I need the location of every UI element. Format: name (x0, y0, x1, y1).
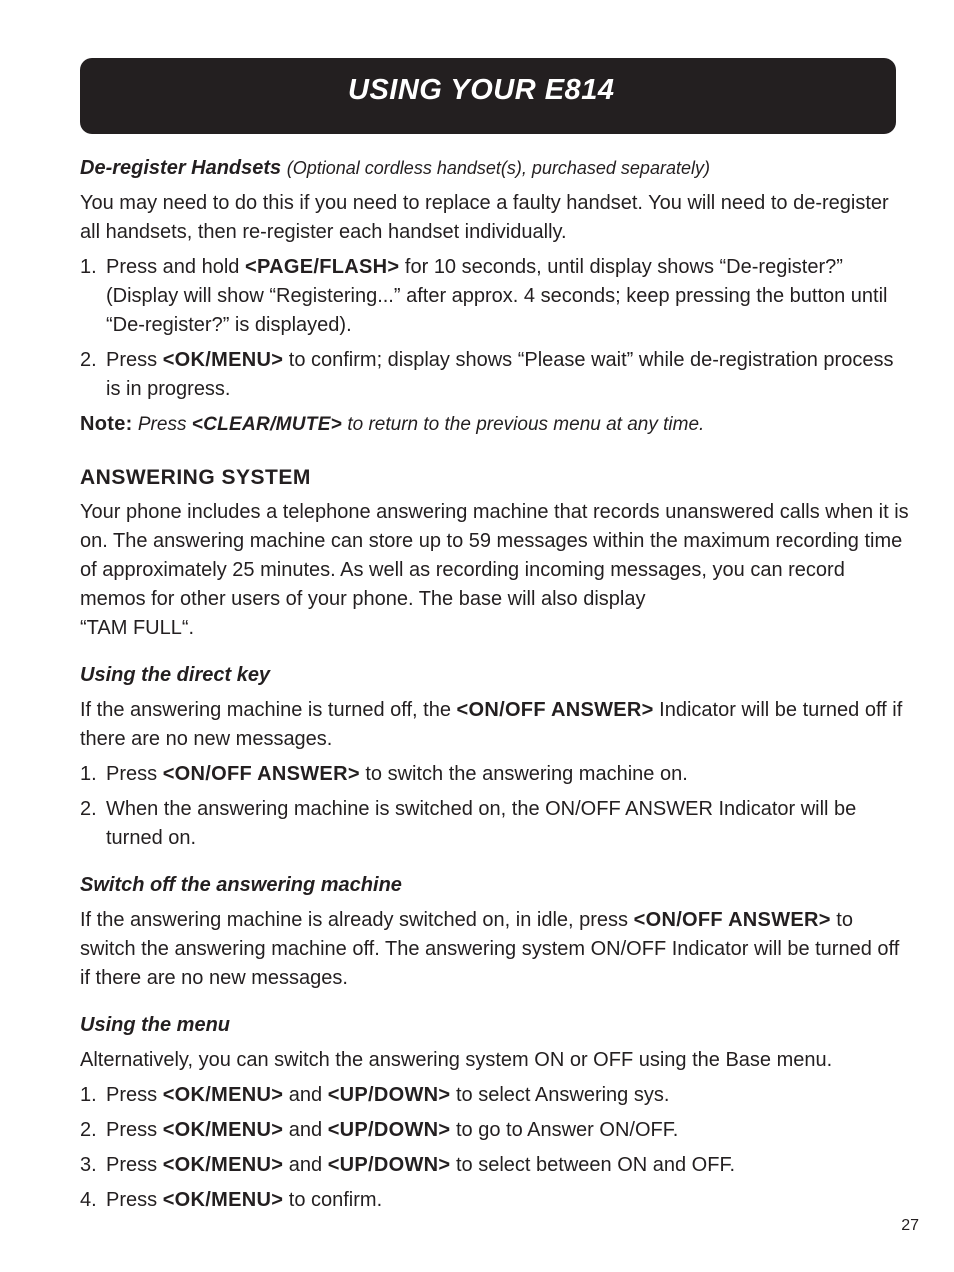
key-label: <OK/MENU> (162, 1154, 284, 1176)
page-number: 27 (901, 1217, 919, 1234)
key-label: <OK/MENU> (162, 1119, 284, 1141)
step-text: Press (106, 763, 163, 785)
list-item (80, 1151, 910, 1180)
note-text: to return to the previous menu at any time. (342, 414, 705, 435)
list-item (80, 253, 910, 340)
answering-system-intro (80, 498, 910, 643)
list-item (80, 346, 910, 404)
menu-steps (80, 1081, 910, 1215)
step-text: to go to Answer ON/OFF. (450, 1119, 679, 1141)
deregister-steps (80, 253, 910, 404)
step-text: Press (106, 1084, 163, 1106)
intro-text: Your phone includes a telephone answering machine that records unanswered calls when it is on. The answering machine can store up to 59 messages within the maximum recording time of approximately 25 minutes. As well as recording incoming messages, you can record memos for other users of your phone. The base will also display (80, 501, 909, 610)
step-text: Press (106, 349, 163, 371)
main-content (80, 152, 910, 1215)
body-text: to switch the answering machine off. The answering system ON/OFF Indicator will be turned off if there are no new messages. (80, 909, 900, 989)
list-item (80, 1116, 910, 1145)
deregister-heading: De-register Handsets (80, 157, 282, 179)
key-label: <UP/DOWN> (327, 1084, 451, 1106)
step-number: 2. (80, 798, 97, 820)
deregister-intro: You may need to do this if you need to replace a faulty handset. You will need to de-register all handsets, then re-register each handset individually. (80, 192, 889, 243)
key-label: <OK/MENU> (162, 1189, 284, 1211)
direct-key-steps (80, 760, 910, 853)
direct-key-heading: Using the direct key (80, 664, 271, 686)
step-number: 2. (80, 349, 97, 371)
step-text: for 10 seconds, until display shows “De-register?” (Display will show “Registering...” after approx. 4 seconds; keep pressing the button until “De-register?” is displayed). (106, 256, 888, 336)
key-label: <PAGE/FLASH> (244, 256, 400, 278)
menu-heading: Using the menu (80, 1014, 231, 1036)
key-label: <ON/OFF ANSWER> (162, 763, 360, 785)
list-item (80, 1186, 910, 1215)
step-number: 3. (80, 1154, 97, 1176)
intro-text: Indicator will be turned off if there are no new messages. (80, 699, 903, 750)
answering-system-heading: ANSWERING SYSTEM (80, 466, 311, 489)
key-label: <ON/OFF ANSWER> (633, 909, 831, 931)
menu-intro: Alternatively, you can switch the answering system ON or OFF using the Base menu. (80, 1049, 833, 1071)
switch-off-heading: Switch off the answering machine (80, 874, 402, 896)
key-label: <OK/MENU> (162, 1084, 284, 1106)
list-item (80, 1081, 910, 1110)
deregister-heading-note: (Optional cordless handset(s), purchased separately) (286, 158, 710, 178)
key-label: <CLEAR/MUTE> (191, 414, 343, 435)
step-text: Press (106, 1119, 163, 1141)
key-label: <ON/OFF ANSWER> (456, 699, 654, 721)
list-item (80, 760, 910, 789)
step-number: 2. (80, 1119, 97, 1141)
step-number: 4. (80, 1189, 97, 1211)
step-text: to select between ON and OFF. (450, 1154, 736, 1176)
key-label: <UP/DOWN> (327, 1154, 451, 1176)
step-number: 1. (80, 256, 97, 278)
intro-text-tail: “TAM FULL“. (80, 617, 195, 639)
step-text: to switch the answering machine on. (359, 763, 688, 785)
intro-text: If the answering machine is turned off, the (80, 699, 457, 721)
step-number: 1. (80, 763, 97, 785)
deregister-heading-line (80, 154, 910, 183)
step-text: When the answering machine is switched on, the ON/OFF ANSWER Indicator will be turned on. (106, 798, 857, 849)
step-text: and (283, 1119, 328, 1141)
key-label: <OK/MENU> (162, 349, 284, 371)
deregister-note (80, 410, 910, 439)
page-title: USING YOUR E814 (348, 74, 615, 106)
note-text: Press (132, 414, 192, 435)
header-bar (80, 58, 896, 134)
body-text: If the answering machine is already switched on, in idle, press (80, 909, 634, 931)
step-number: 1. (80, 1084, 97, 1106)
direct-key-intro (80, 696, 910, 754)
step-text: Press (106, 1189, 163, 1211)
key-label: <UP/DOWN> (327, 1119, 451, 1141)
step-text: to select Answering sys. (450, 1084, 670, 1106)
step-text: to confirm. (283, 1189, 383, 1211)
step-text: Press and hold (106, 256, 245, 278)
step-text: Press (106, 1154, 163, 1176)
note-label: Note: (80, 413, 133, 435)
step-text: and (283, 1154, 328, 1176)
step-text: to confirm; display shows “Please wait” while de-registration process is in progress. (106, 349, 894, 400)
step-text: and (283, 1084, 328, 1106)
switch-off-text (80, 906, 910, 993)
list-item (80, 795, 910, 853)
